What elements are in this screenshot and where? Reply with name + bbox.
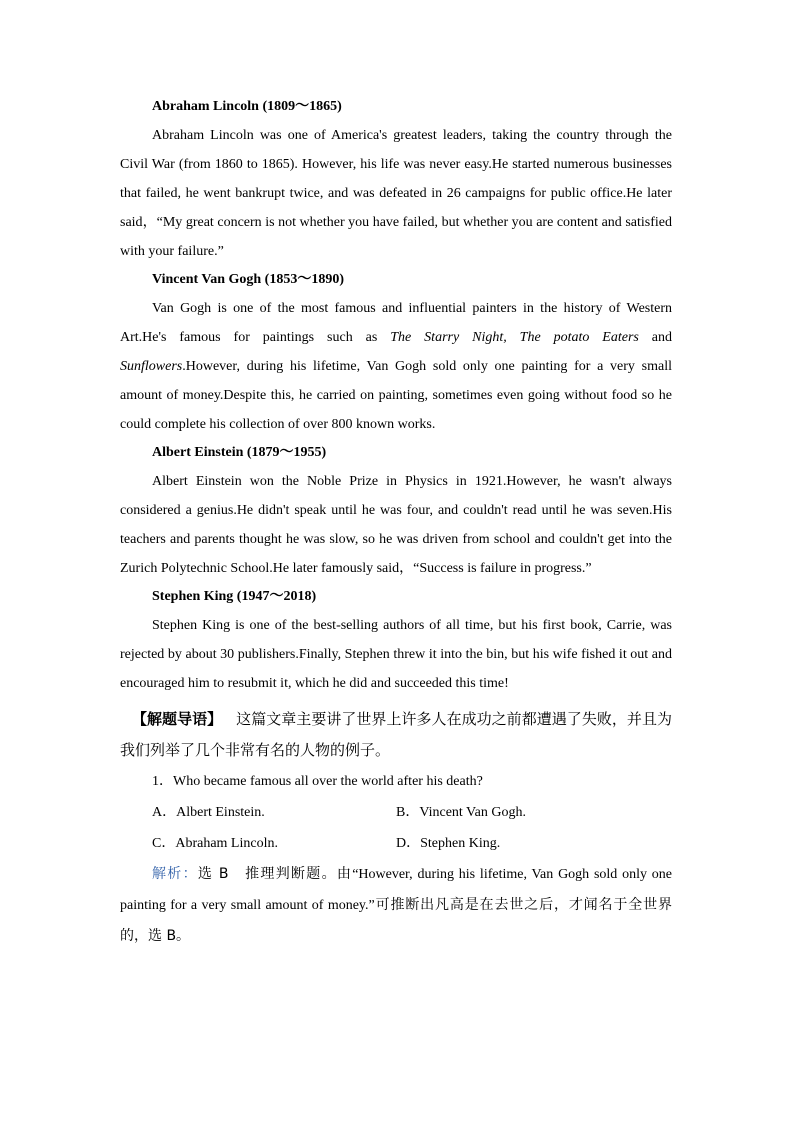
option-d: D．Stephen King. (396, 836, 501, 851)
reading-guide (120, 704, 672, 766)
option-c: C．Abraham Lincoln. (152, 836, 278, 851)
section-heading-einstein: Albert Einstein (1879～1955) (152, 445, 327, 460)
section-heading-van-gogh: Vincent Van Gogh (1853～1890) (152, 272, 345, 287)
question-text: 1．Who became famous all over the world after his death? (152, 774, 483, 789)
van-gogh-sunflowers: Sunflowers (120, 359, 183, 374)
section-heading-king: Stephen King (1947～2018) (152, 589, 317, 604)
section-heading-lincoln: Abraham Lincoln (1809～1865) (152, 99, 342, 114)
section-body-van-gogh (120, 294, 672, 439)
section-body-einstein: Albert Einstein won the Noble Prize in Physics in 1921.However, he wasn't always considered a genius.He didn't speak until he was four, and couldn't read until he was seven.His teachers and parents thought he was slow, so he was driven from school and couldn't get into the Zurich Polytechnic School.He later famously said，“Success is failure in progress.” (120, 474, 672, 576)
option-a: A．Albert Einstein. (152, 805, 265, 820)
van-gogh-text-2: and (638, 330, 673, 345)
answer-analysis (120, 859, 672, 952)
section-body-king: Stephen King is one of the best-selling authors of all time, but his first book, Carrie, was rejected by about 30 publishers.Finally, Stephen threw it into the bin, but his wife fished it out and encouraged him to resubmit it, which he did and succeeded this time! (120, 618, 672, 691)
van-gogh-text-3: .However, during his lifetime, Van Gogh sold only one painting for a very small amount of money.Despite this, he carried on painting, sometimes even going without food so he could complete his collection of over 800 known works. (120, 359, 672, 432)
options-row-2 (152, 828, 672, 859)
analysis-quote: “However, during his lifetime, Van Gogh sold only one painting for a very small amount of money.” (120, 867, 673, 913)
analysis-lead: 选 B 推理判断题。由 (197, 866, 353, 882)
analysis-label: 解析： (152, 866, 198, 882)
option-b: B．Vincent Van Gogh. (396, 805, 526, 820)
options-row-1 (152, 797, 672, 828)
analysis-conclusion: 可推断出凡高是在去世之后，才闻名于全世界的，选 B。 (120, 897, 672, 944)
section-body-lincoln: Abraham Lincoln was one of America's greatest leaders, taking the country through the Civil War (from 1860 to 1865). However, his life was never easy.He started numerous businesses that failed, he went bankrupt twice, and was defeated in 26 campaigns for public office.He later said，“My great concern is not whether you have failed, but whether you are content and satisfied with your failure.” (120, 128, 672, 259)
document-content (120, 93, 672, 952)
van-gogh-painting-titles: The Starry Night, The potato Eaters (390, 330, 639, 345)
van-gogh-text-1: Van Gogh is one of the most famous and influential painters in the history of Western Art.He's famous for paintings such as (120, 301, 672, 345)
guide-tag: 【解题导语】 (132, 710, 223, 728)
answer-options (120, 797, 672, 859)
guide-text: 这篇文章主要讲了世界上许多人在成功之前都遭遇了失败，并且为我们列举了几个非常有名的人物的例子。 (120, 710, 672, 759)
